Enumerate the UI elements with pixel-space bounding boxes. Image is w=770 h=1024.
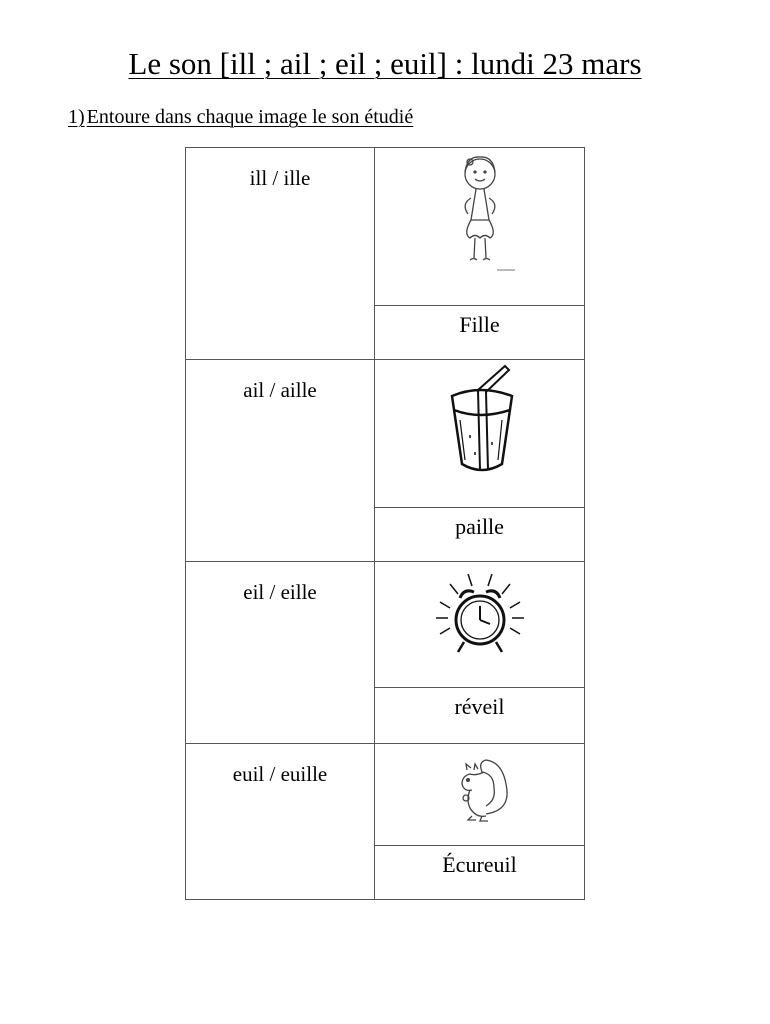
sound-table [185, 147, 585, 900]
picture-cell-ecureuil [375, 744, 585, 846]
sound-label: ail / aille [243, 378, 317, 402]
word-label: paille [455, 514, 504, 539]
word-cell-reveil [375, 688, 585, 744]
squirrel-icon [440, 744, 520, 826]
sound-label: ill / ille [249, 166, 311, 190]
sound-cell-ill [186, 148, 375, 360]
sound-cell-euil [186, 744, 375, 900]
sound-cell-eil [186, 562, 375, 744]
word-cell-fille [375, 306, 585, 360]
glass-with-straw-icon [430, 360, 530, 480]
word-cell-paille [375, 508, 585, 562]
word-cell-ecureuil [375, 846, 585, 900]
instruction [68, 106, 413, 129]
picture-cell-fille [375, 148, 585, 306]
word-label: réveil [454, 694, 505, 719]
picture-cell-reveil [375, 562, 585, 688]
sound-cell-ail [186, 360, 375, 562]
instruction-text: Entoure dans chaque image le son étudié [86, 106, 414, 128]
word-label: Fille [459, 312, 500, 337]
sound-label: euil / euille [232, 762, 328, 786]
alarm-clock-icon [420, 562, 540, 662]
sound-label: eil / eille [243, 580, 317, 604]
girl-icon [435, 148, 525, 278]
picture-cell-paille [375, 360, 585, 508]
page-title: Le son [ill ; ail ; eil ; euil] : lundi 23 mars [128, 46, 642, 81]
instruction-number: 1) [68, 106, 85, 128]
word-label: Écureuil [442, 852, 517, 877]
